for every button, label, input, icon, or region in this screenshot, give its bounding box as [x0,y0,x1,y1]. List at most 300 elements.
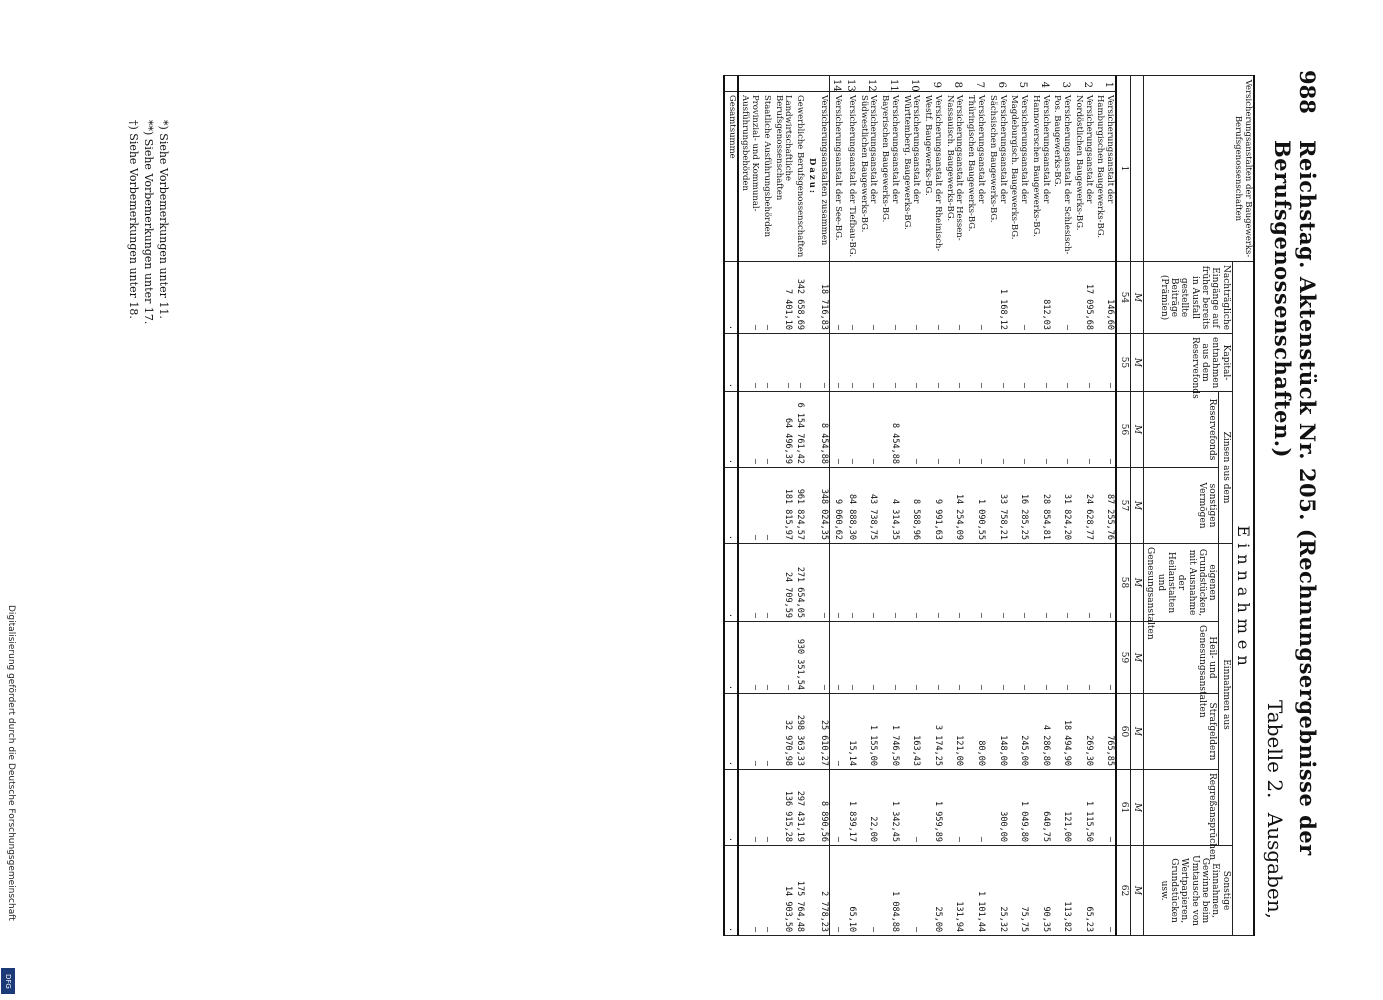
value-cell: — [829,846,843,936]
row-label: Staatliche Ausführungsbehörden [760,92,772,262]
value-cell: 1 839,17 [843,770,857,846]
summary-row [817,76,829,936]
table-row [1029,76,1051,936]
value-cell: — [900,334,922,392]
value-cell: 32 970,98 [772,694,794,770]
value-cell: — [1008,392,1030,468]
value-cell: — [829,770,843,846]
value-cell: — [760,262,772,334]
value-cell: 269,30 [1072,694,1094,770]
column-number: 59 [1116,622,1130,694]
value-cell: — [900,846,922,936]
value-cell: . [724,334,738,392]
table-row [829,76,843,936]
value-cell: — [829,334,843,392]
row-number [772,76,794,92]
column-number: 55 [1116,334,1130,392]
column-number: 57 [1116,468,1130,544]
dazu-row [805,76,817,936]
row-number: 13 [843,76,857,92]
value-cell: — [943,770,965,846]
value-cell: — [1051,392,1073,468]
total-row [724,76,738,936]
table-title [1263,700,1287,927]
value-cell: 18 716,83 [817,262,829,334]
row-label: Versicherungsanstalt der Rheinisch-Westf. Baugewerks-BG. [921,92,943,262]
row-label: Versicherungsanstalt der Magdeburgisch. Baugewerks-BG. [1008,92,1030,262]
value-cell: 348 024,35 [817,468,829,544]
value-cell: — [829,544,843,622]
value-cell: — [843,334,857,392]
value-cell: 18 494,90 [1051,694,1073,770]
value-cell [805,622,817,694]
row-number: 3 [1051,76,1073,92]
value-cell: . [724,262,738,334]
value-cell: — [964,544,986,622]
value-cell: — [760,846,772,936]
row-label: Versicherungsanstalt der Hamburgischen Baugewerks-BG. [1094,92,1117,262]
value-cell: 146,60 [1094,262,1117,334]
column-number-row [1116,76,1130,936]
value-cell: — [843,622,857,694]
footnote: **) Siehe Vorbemerkungen unter 17. [142,120,156,325]
header-first-col: Versicherungsanstalten der Baugewerks-Berufsgenossenschaften [1143,76,1254,262]
footnote: *) Siehe Vorbemerkungen unter 11. [157,120,170,319]
value-cell: — [986,544,1008,622]
row-label: Provinzial- und Kommunal-Ausführungsbehörden [738,92,761,262]
value-cell: 1 090,55 [964,468,986,544]
unit-label: M [1130,770,1143,846]
value-cell: 640,75 [1029,770,1051,846]
value-cell: — [986,392,1008,468]
column-number: 60 [1116,694,1130,770]
value-cell: — [817,622,829,694]
value-cell: 7 401,10 [772,262,794,334]
value-cell: 175 764,48 [794,846,806,936]
value-cell: 65,10 [843,846,857,936]
value-cell [805,334,817,392]
table-title-left: Tabelle 2. [1263,700,1287,799]
extra-row [760,76,772,936]
table-row [921,76,943,936]
value-cell: 64 496,39 [772,392,794,468]
value-cell: 75,75 [1008,846,1030,936]
table-row [1051,76,1073,936]
value-cell: — [943,262,965,334]
revenue-table [723,75,1255,936]
value-cell: 1 959,89 [921,770,943,846]
value-cell: 24 628,77 [1072,468,1094,544]
footnotes [125,120,170,324]
header-col62: Sonstige Einnahmen, Gewinne beim Umtausche von Wertpapieren, Grundstücken usw. [1143,846,1232,936]
value-cell: 271 654,05 [794,544,806,622]
value-cell: — [738,392,761,468]
value-cell: 28 854,81 [1029,468,1051,544]
value-cell: . [724,468,738,544]
value-cell: — [1051,622,1073,694]
row-label: Landwirtschaftliche Berufsgenossenschaften [772,92,794,262]
value-cell: — [1008,622,1030,694]
unit-label: M [1130,694,1143,770]
value-cell: — [921,392,943,468]
value-cell: 298 363,33 [794,694,806,770]
extra-row [794,76,806,936]
value-cell: 1 746,50 [878,694,900,770]
value-cell: 148,00 [986,694,1008,770]
value-cell: — [772,334,794,392]
value-cell: — [1029,392,1051,468]
value-cell: — [857,622,879,694]
row-label: Versicherungsanstalt der Südwestlichen Baugewerks-BG. [857,92,879,262]
value-cell: — [829,392,843,468]
value-cell: — [1051,544,1073,622]
value-cell: — [857,392,879,468]
value-cell: 90,35 [1029,846,1051,936]
value-cell: — [964,770,986,846]
value-cell: — [738,262,761,334]
table-row [857,76,879,936]
row-number [760,76,772,92]
value-cell: — [986,622,1008,694]
value-cell: — [760,694,772,770]
value-cell: — [921,334,943,392]
digitization-note [2,605,18,995]
value-cell: 14 254,09 [943,468,965,544]
row-number: 7 [964,76,986,92]
value-cell: — [760,770,772,846]
value-cell: — [1051,262,1073,334]
row-number: 9 [921,76,943,92]
value-cell: 342 658,69 [794,262,806,334]
value-cell: 1 342,45 [878,770,900,846]
value-cell: — [986,334,1008,392]
value-cell [805,544,817,622]
value-cell: 25,00 [921,846,943,936]
value-cell: — [1094,544,1117,622]
value-cell: 181 815,97 [772,468,794,544]
row-label: Versicherungsanstalt der Thüringischen Baugewerks-BG. [964,92,986,262]
value-cell: 113,82 [1051,846,1073,936]
value-cell: — [1008,334,1030,392]
row-number [817,76,829,92]
row-number: 11 [878,76,900,92]
value-cell: 3 174,25 [921,694,943,770]
value-cell: — [900,544,922,622]
value-cell: — [1094,392,1117,468]
extra-row [738,76,761,936]
row-number [738,76,761,92]
value-cell: — [1029,622,1051,694]
row-label: Gewerbliche Berufsgenossenschaften [794,92,806,262]
value-cell: 43 738,75 [857,468,879,544]
value-cell: — [829,622,843,694]
row-label: Versicherungsanstalt der Hessen-Nassauisch. Baugewerks-BG. [943,92,965,262]
value-cell: — [794,334,806,392]
row-number: 8 [943,76,965,92]
value-cell: — [1072,334,1094,392]
value-cell: — [1029,544,1051,622]
value-cell: 1 101,44 [964,846,986,936]
unit-row [1130,76,1143,936]
row-label: Versicherungsanstalt der Schlesisch-Pos. Baugewerks-BG. [1051,92,1073,262]
table-row [1008,76,1030,936]
row-label: Dazu: [805,92,817,262]
header-col58: eigenen Grundstücken, mit Ausnahme der Heilanstalten und Genesungsanstalten [1143,544,1218,622]
rotated-page [55,0,1345,1000]
value-cell: — [1008,262,1030,334]
column-number: 61 [1116,770,1130,846]
value-cell [805,694,817,770]
value-cell: — [829,694,843,770]
value-cell: — [760,392,772,468]
value-cell: — [760,468,772,544]
row-number [794,76,806,92]
table-title-right: Ausgaben, [1263,812,1287,919]
header-einnahmen: Einnahmen [1232,262,1254,936]
value-cell: — [900,770,922,846]
value-cell: 1 084,88 [878,846,900,936]
value-cell: — [843,262,857,334]
value-cell: 16 285,25 [1008,468,1030,544]
column-number: 54 [1116,262,1130,334]
value-cell: 87 255,76 [1094,468,1117,544]
page-number: 988 [1295,70,1320,114]
value-cell: — [738,334,761,392]
value-cell: — [900,622,922,694]
value-cell: 812,03 [1029,262,1051,334]
value-cell: 930 351,54 [794,622,806,694]
value-cell: — [943,392,965,468]
value-cell: 31 824,20 [1051,468,1073,544]
value-cell: 14 903,50 [772,846,794,936]
value-cell: — [817,544,829,622]
value-cell: 4 314,35 [878,468,900,544]
header-col55: Kapital-entnahmen aus dem Reservefonds [1143,334,1232,392]
value-cell: 9 060,62 [829,468,843,544]
value-cell: — [738,846,761,936]
value-cell: — [857,262,879,334]
footnote: †) Siehe Vorbemerkungen unter 18. [127,120,141,319]
row-number: 14 [829,76,843,92]
value-cell: — [1094,334,1117,392]
value-cell: — [1008,544,1030,622]
row-label: Versicherungsanstalt der Württemberg. Baugewerks-BG. [900,92,922,262]
value-cell: — [921,622,943,694]
value-cell: — [857,334,879,392]
value-cell: — [964,622,986,694]
digitization-text: Digitalisierung gefördert durch die Deutsche Forschungsgemeinschaft [6,605,16,921]
table-row [1072,76,1094,936]
header-col57: sonstigen Vermögen [1143,468,1218,544]
value-cell: 25,32 [986,846,1008,936]
value-cell: — [943,544,965,622]
value-cell [805,846,817,936]
value-cell: — [964,392,986,468]
value-cell: — [878,544,900,622]
value-cell: 24 709,59 [772,544,794,622]
value-cell: — [1029,334,1051,392]
value-cell: — [900,392,922,468]
value-cell: 8 454,88 [878,392,900,468]
value-cell: 84 888,30 [843,468,857,544]
value-cell: — [943,334,965,392]
row-label: Versicherungsanstalt der See-BG. [829,92,843,262]
row-number: 5 [1008,76,1030,92]
unit-label: M [1130,334,1143,392]
value-cell: . [724,846,738,936]
row-label: Versicherungsanstalten zusammen [817,92,829,262]
value-cell: . [724,544,738,622]
value-cell: — [1072,622,1094,694]
column-number: 56 [1116,392,1130,468]
value-cell: — [878,334,900,392]
row-label: Versicherungsanstalt der Tiefbau-BG. [843,92,857,262]
value-cell: — [772,622,794,694]
row-number [805,76,817,92]
value-cell: 300,00 [986,770,1008,846]
header-col54: Nachträgliche Eingänge auf früher bereits in Ausfall gestellte Beiträge (Prämien) [1143,262,1232,334]
value-cell: — [1094,846,1117,936]
value-cell: — [829,262,843,334]
unit-label: M [1130,262,1143,334]
value-cell: — [921,262,943,334]
value-cell: 245,00 [1008,694,1030,770]
table-row [878,76,900,936]
value-cell [805,770,817,846]
dfg-logo: DFG [1,968,15,994]
value-cell: 17 095,68 [1072,262,1094,334]
header-zinsen: Zinsen aus dem [1219,392,1232,544]
row-number: 1 [1094,76,1117,92]
unit-label: M [1130,544,1143,622]
table-row [964,76,986,936]
value-cell: 8 454,88 [817,392,829,468]
value-cell: — [857,544,879,622]
value-cell: 1 115,50 [1072,770,1094,846]
value-cell: 1 049,80 [1008,770,1030,846]
value-cell: — [738,544,761,622]
unit-label: M [1130,392,1143,468]
value-cell: — [964,262,986,334]
value-cell [805,468,817,544]
value-cell: . [724,694,738,770]
row-number: 10 [900,76,922,92]
column-number: 58 [1116,544,1130,622]
value-cell: — [1072,544,1094,622]
value-cell: 22,00 [857,770,879,846]
value-cell: 25 610,27 [817,694,829,770]
row-label: Versicherungsanstalt der Nordöstlichen Baugewerks-BG. [1072,92,1094,262]
value-cell: — [738,694,761,770]
running-head: Reichstag. Aktenstück Nr. 205. (Rechnungsergebnisse der Berufsgenossenschaften.) [1270,140,1320,856]
column-number: 62 [1116,846,1130,936]
value-cell: 121,00 [943,694,965,770]
value-cell: 297 431,19 [794,770,806,846]
header-col61: Regreßansprüchen [1143,770,1218,846]
value-cell: 136 915,28 [772,770,794,846]
value-cell: — [760,622,772,694]
value-cell: 15,14 [843,694,857,770]
value-cell: — [843,392,857,468]
value-cell: — [1094,622,1117,694]
value-cell: — [843,544,857,622]
header-einnahmen-aus: Einnahmen aus [1219,544,1232,846]
extra-row [772,76,794,936]
value-cell: 9 991,63 [921,468,943,544]
unit-label: M [1130,622,1143,694]
header-col59: Heil- und Genesungsanstalten [1143,622,1218,694]
value-cell: 765,85 [1094,694,1117,770]
table-body [724,76,1143,936]
row-label: Gesamtsumme [724,92,738,262]
row-number: 6 [986,76,1008,92]
table-row [843,76,857,936]
value-cell: 961 824,57 [794,468,806,544]
row-number [724,76,738,92]
value-cell: 65,23 [1072,846,1094,936]
value-cell: 8 890,56 [817,770,829,846]
column-number: 1 [1116,76,1130,262]
value-cell: . [724,770,738,846]
unit-label: M [1130,468,1143,544]
value-cell: — [900,262,922,334]
value-cell [805,392,817,468]
header-col56: Reservefonds [1143,392,1218,468]
row-number: 12 [857,76,879,92]
value-cell: 33 758,21 [986,468,1008,544]
value-cell: — [964,334,986,392]
value-cell: 6 154 761,42 [794,392,806,468]
table-row [986,76,1008,936]
value-cell: 8 588,96 [900,468,922,544]
value-cell: — [878,622,900,694]
value-cell: — [738,770,761,846]
value-cell: — [878,262,900,334]
value-cell: . [724,392,738,468]
row-label: Versicherungsanstalt der Hannoverschen Baugewerks-BG. [1029,92,1051,262]
value-cell: — [1094,770,1117,846]
value-cell: — [738,622,761,694]
header-col60: Strafgeldern [1143,694,1218,770]
value-cell: 131,94 [943,846,965,936]
value-cell: 2 778,23 [817,846,829,936]
value-cell: — [1072,392,1094,468]
table-row [1094,76,1117,936]
value-cell: — [943,622,965,694]
value-cell: — [760,544,772,622]
table-row [900,76,922,936]
value-cell: 4 286,80 [1029,694,1051,770]
value-cell: 1 168,12 [986,262,1008,334]
row-label: Versicherungsanstalt der Bayerischen Baugewerks-BG. [878,92,900,262]
value-cell: 163,43 [900,694,922,770]
unit-label: M [1130,846,1143,936]
value-cell: — [1051,334,1073,392]
value-cell [805,262,817,334]
row-label: Versicherungsanstalt der Sächsischen Baugewerks-BG. [986,92,1008,262]
value-cell: . [724,622,738,694]
value-cell: 80,00 [964,694,986,770]
value-cell: — [738,468,761,544]
row-number: 2 [1072,76,1094,92]
row-number: 4 [1029,76,1051,92]
value-cell: 121,00 [1051,770,1073,846]
value-cell: — [921,544,943,622]
value-cell: — [760,334,772,392]
value-cell: — [817,334,829,392]
table-row [943,76,965,936]
value-cell: — [857,846,879,936]
